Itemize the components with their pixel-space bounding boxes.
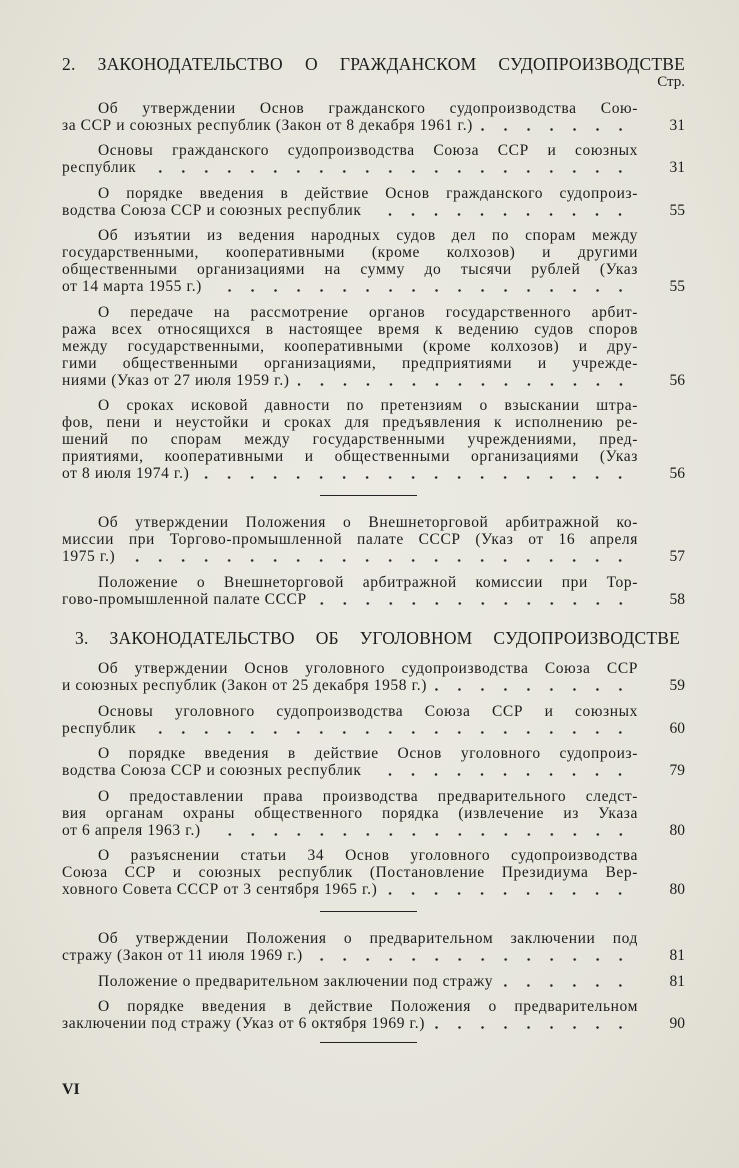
dot-leader [123,548,632,565]
dot-leader [315,591,632,608]
dot-leader [369,202,632,219]
toc-group [0,496,739,608]
toc-entry[interactable] [62,142,685,176]
entry-page-number: 90 [669,1015,685,1033]
entry-line [62,372,638,389]
entry-line: О разъяснении статьи 34 Основ уголовного судопроизводства [98,847,638,865]
entry-page-number: 81 [669,972,685,990]
toc-entry[interactable] [62,227,685,295]
entry-line [62,159,638,176]
toc-entry[interactable] [62,930,685,964]
toc-entry[interactable] [62,998,685,1032]
entry-line: О порядке введения в действие Основ уголовного судопроиз- [98,745,638,763]
dot-leader [369,762,632,779]
entry-page-number: 57 [669,548,685,566]
dot-leader [311,947,632,964]
entry-line: Положение о Внешнеторговой арбитражной комиссии при Тор- [98,573,638,591]
toc-entry[interactable] [62,660,685,694]
entry-title-text: республик [62,159,137,176]
entry-line: фов, пени и неустойки и сроках для предъявления к исполнению ре- [62,414,638,431]
dot-leader [144,159,632,176]
entry-line [62,202,638,219]
section-heading: 3. ЗАКОНОДАТЕЛЬСТВО ОБ УГОЛОВНОМ СУДОПРОИЗВОДСТВЕ [75,627,680,648]
entry-line [62,720,638,737]
entry-line [62,881,638,898]
dot-leader [210,278,632,295]
dot-leader [435,677,632,694]
entry-line: между государственными, кооперативными (кроме колхозов) и дру- [62,337,638,355]
entry-page-number: 55 [669,201,685,219]
entry-line: О порядке введения в действие Основ гражданского судопроиз- [98,184,638,202]
entry-line [62,973,638,990]
entry-page-number: 80 [669,881,685,899]
toc-entry[interactable] [62,185,685,219]
dot-leader [433,1015,632,1032]
section-heading: 2. ЗАКОНОДАТЕЛЬСТВО О ГРАЖДАНСКОМ СУДОПРОИЗВОДСТВЕ [62,54,685,74]
toc-entry[interactable] [62,745,685,779]
entry-line: ража всех относящихся в настоящее время к ведению судов споров [62,320,638,338]
entry-line: Об изъятии из ведения народных судов дел по спорам между [98,227,638,244]
entry-line: миссии при Торгово-промышленной палате СССР (Указ от 16 апреля [62,531,638,549]
entry-line [62,591,638,608]
page-column-label: Стр. [657,74,685,90]
entry-title-text: республик [62,719,137,737]
entry-title-text: водства Союза ССР и союзных республик [62,762,362,780]
entry-title-text: за ССР и союзных республик (Закон от 8 декабря 1961 г.) [62,116,473,134]
toc-entry[interactable] [62,973,685,990]
dot-leader [385,881,632,898]
entry-line: приятиями, кооперативными и общественными организациями (Указ [62,448,638,465]
entry-title-text: от 14 марта 1955 г.) [62,278,202,295]
entry-page-number: 79 [669,762,685,780]
entry-page-number: 55 [669,278,685,295]
entry-line: О передаче на рассмотрение органов государственного арбит- [98,303,638,321]
entry-line: О сроках исковой давности по претензиям о взыскании штра- [98,397,638,414]
toc-group [0,912,739,1032]
entry-title-text: от 8 июля 1974 г.) [62,465,190,482]
toc-entry[interactable] [62,304,685,389]
entry-title-text: заключении под стражу (Указ от 6 октября 1969 г.) [62,1015,425,1033]
entry-line: О предоставлении права производства предварительного следст- [98,787,638,805]
entry-line: Об утверждении Положения о предварительном заключении под [98,930,638,948]
toc-entry[interactable] [62,100,685,134]
entry-line: шений по спорам между государственными учреждениями, пред- [62,431,638,448]
entry-line [62,278,638,295]
entry-page-number: 31 [669,159,685,176]
entry-title-text: Положение о предварительном заключении под стражу [98,972,494,990]
entry-line [62,548,638,565]
entry-line [62,947,638,964]
entry-line: О порядке введения в действие Положения о предварительном [98,998,638,1016]
page-number-footer: VI [62,1081,80,1098]
entry-title-text: стражу (Закон от 11 июля 1969 г.) [62,947,303,965]
toc-section [0,629,739,1044]
entry-title-text: водства Союза ССР и союзных республик [62,201,362,219]
toc-entry[interactable] [62,847,685,898]
entry-title-text: от 6 апреля 1963 г.) [62,821,201,839]
entry-line: государственными, кооперативными (кроме колхозов) и другими [62,244,638,261]
entry-page-number: 81 [669,947,685,965]
entry-line [62,1015,638,1032]
toc-entry[interactable] [62,397,685,482]
entry-line: Об утверждении Основ гражданского судопроизводства Сою- [98,99,638,117]
entry-title-text: и союзных республик (Закон от 25 декабря 1958 г.) [62,677,428,695]
entry-page-number: 58 [669,590,685,608]
entry-title-text: ховного Совета СССР от 3 сентября 1965 г.) [62,881,378,899]
entry-line: гими общественными организациями, предприятиями и учрежде- [62,354,638,372]
section-end-divider [320,1042,417,1044]
entry-line [62,465,638,482]
entry-title-text: ниями (Указ от 27 июля 1959 г.) [62,371,290,389]
dot-leader [197,465,632,482]
entry-page-number: 56 [669,465,685,482]
toc-entry[interactable] [62,788,685,839]
dot-leader [481,117,632,134]
entry-line: вия органам охраны общественного порядка (извлечение из Указа [62,804,638,822]
entry-line [62,822,638,839]
toc-entry[interactable] [62,703,685,737]
entry-title-text: гово-промышленной палате СССР [62,590,307,608]
toc-group [0,647,739,899]
entry-page-number: 31 [669,116,685,134]
entry-line: Об утверждении Положения о Внешнеторговой арбитражной ко- [98,514,638,532]
entry-line [62,677,638,694]
entry-line: общественными организациями на сумму до тысячи рублей (Указ [62,261,638,278]
dot-leader [298,372,632,389]
toc-entry[interactable] [62,574,685,608]
entry-line: Основы гражданского судопроизводства Союза ССР и союзных [98,142,638,159]
dot-leader [501,973,632,990]
entry-line: Основы уголовного судопроизводства Союза ССР и союзных [98,702,638,720]
entry-line [62,117,638,134]
entry-page-number: 80 [669,821,685,839]
entry-title-text: 1975 г.) [62,548,116,566]
entry-line: Об утверждении Основ уголовного судопроизводства Союза ССР [98,660,638,678]
entry-page-number: 59 [669,677,685,695]
entry-page-number: 56 [669,371,685,389]
entry-line [62,762,638,779]
dot-leader [209,822,632,839]
toc-group [0,90,739,482]
entry-line: Союза ССР и союзных республик (Постановление Президиума Вер- [62,864,638,882]
entry-page-number: 60 [669,719,685,737]
toc-section [0,55,739,608]
toc-entry[interactable] [62,514,685,565]
dot-leader [144,720,632,737]
